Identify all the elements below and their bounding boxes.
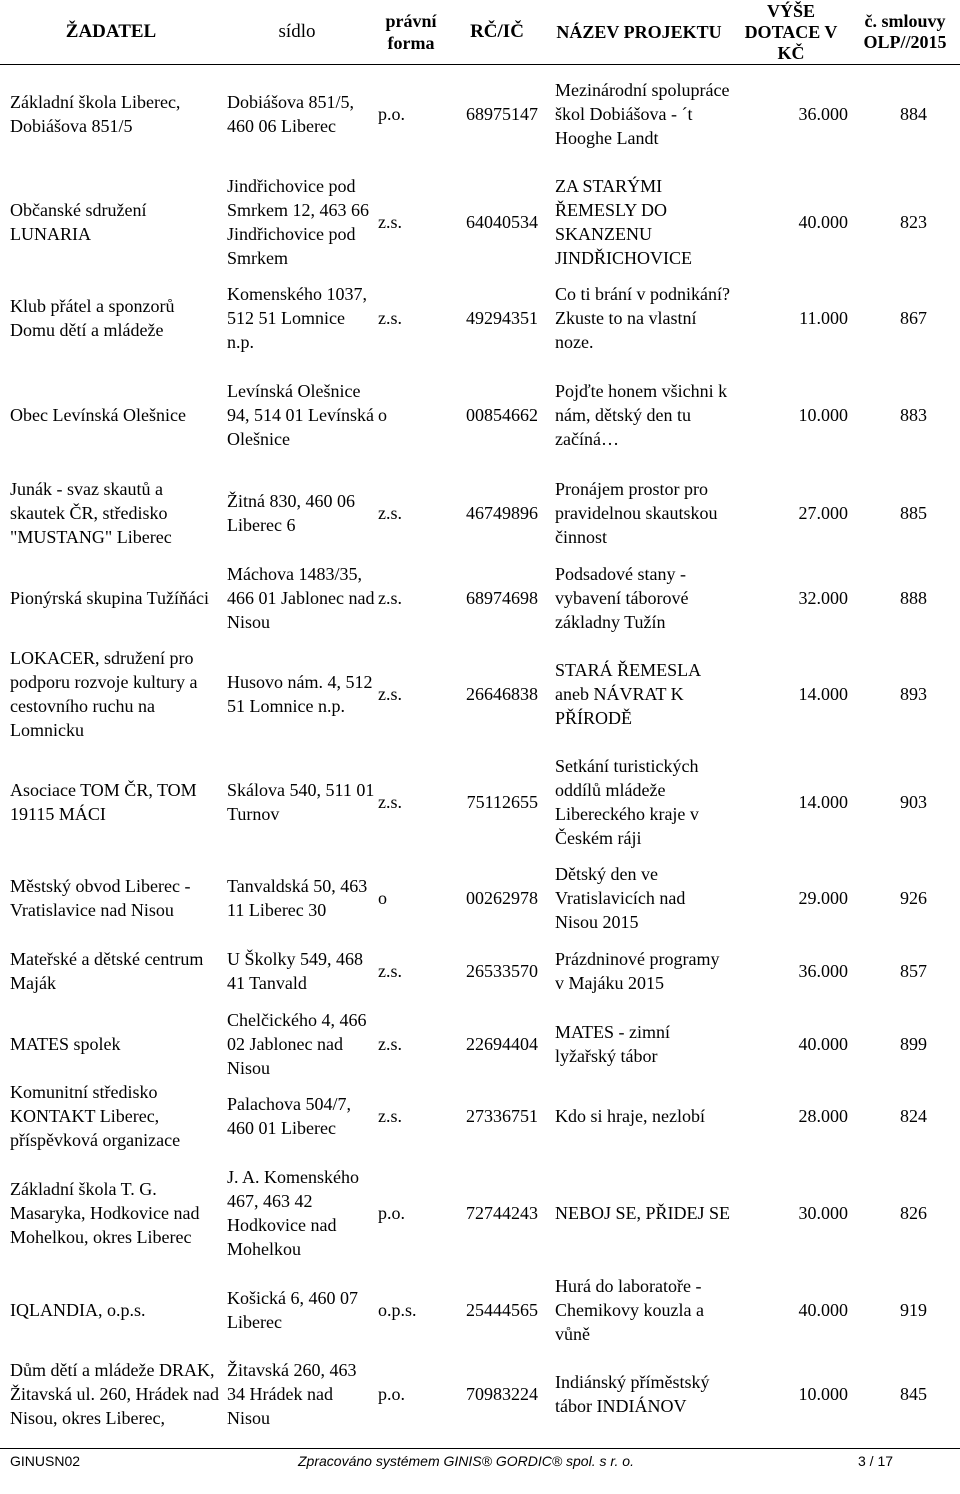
table-row [0,66,960,162]
project-name-cell: Pojďte honem všichni k nám, dětský den tu začíná… [555,381,728,449]
contract-no-cell: 867 [900,308,927,328]
project-name-cell: Pronájem prostor pro pravidelnou skautskou činnost [555,479,718,547]
project-name-cell: Kdo si hraje, nezlobí [555,1106,705,1126]
seat-cell: U Školky 549, 468 41 Tanvald [227,949,364,993]
id-number-cell: 68975147 [466,104,538,124]
project-name-cell: Dětský den ve Vratislavicích nad Nisou 2015 [555,864,686,932]
id-number-cell: 68974698 [466,588,538,608]
grant-amount-cell: 11.000 [799,308,848,328]
legal-form-cell: z.s. [378,1106,402,1126]
table-row [0,354,960,476]
contract-no-cell: 888 [900,588,927,608]
table-row [0,934,960,1008]
contract-no-cell: 903 [900,792,927,812]
legal-form-cell: z.s. [378,588,402,608]
seat-cell: Košická 6, 460 07 Liberec [227,1288,358,1332]
legal-form-cell: z.s. [378,961,402,981]
contract-no-cell: 893 [900,684,927,704]
seat-cell: Máchova 1483/35, 466 01 Jablonec nad Nisou [227,564,375,632]
legal-form-cell: o [378,405,387,425]
contract-no-cell: 845 [900,1384,927,1404]
grant-amount-cell: 29.000 [798,888,848,908]
grant-amount-cell: 14.000 [798,684,848,704]
id-number-cell: 75112655 [466,792,538,812]
seat-cell: J. A. Komenského 467, 463 42 Hodkovice nad Mohelkou [227,1167,359,1259]
id-number-cell: 22694404 [466,1034,538,1054]
id-number-cell: 26533570 [466,961,538,981]
contract-no-cell: 883 [900,405,927,425]
header-seat: sídlo [278,21,316,42]
table-row [0,1080,960,1152]
project-name-cell: ZA STARÝMI ŘEMESLY DO SKANZENU JINDŘICHOVICE [555,176,692,268]
legal-form-cell: z.s. [378,308,402,328]
table-row [0,1346,960,1442]
applicant-cell: Městský obvod Liberec - Vratislavice nad Nisou [10,876,191,920]
contract-no-cell: 899 [900,1034,927,1054]
legal-form-cell: p.o. [378,104,405,124]
grant-amount-cell: 28.000 [798,1106,848,1126]
applicant-cell: Asociace TOM ČR, TOM 19115 MÁCI [10,780,197,824]
header-legal-form: právní forma [385,11,437,53]
seat-cell: Komenského 1037, 512 51 Lomnice n.p. [227,284,367,352]
id-number-cell: 70983224 [466,1384,538,1404]
contract-no-cell: 823 [900,212,927,232]
contract-no-cell: 857 [900,961,927,981]
id-number-cell: 00854662 [466,405,538,425]
header-grant-amount: VÝŠE DOTACE V KČ [744,0,838,63]
applicant-cell: Dům dětí a mládeže DRAK, Žitavská ul. 260, Hrádek nad Nisou, okres Liberec, [10,1360,219,1428]
project-name-cell: Mezinárodní spolupráce škol Dobiášova - ´t Hooghe Landt [555,80,730,148]
id-number-cell: 72744243 [466,1203,538,1223]
contract-no-cell: 885 [900,503,927,523]
applicant-cell: Junák - svaz skautů a skautek ČR, středisko "MUSTANG" Liberec [10,479,172,547]
seat-cell: Žitavská 260, 463 34 Hrádek nad Nisou [227,1360,357,1428]
applicant-cell: MATES spolek [10,1034,121,1054]
table-row [0,162,960,282]
applicant-cell: Mateřské a dětské centrum Maják [10,949,204,993]
legal-form-cell: z.s. [378,503,402,523]
grant-amount-cell: 10.000 [798,405,848,425]
applicant-cell: Základní škola Liberec, Dobiášova 851/5 [10,92,181,136]
table-row [0,1274,960,1346]
footer-divider [0,1448,960,1449]
id-number-cell: 00262978 [466,888,538,908]
grant-amount-cell: 27.000 [798,503,848,523]
table-row [0,646,960,742]
seat-cell: Husovo nám. 4, 512 51 Lomnice n.p. [227,672,373,716]
grant-amount-cell: 40.000 [798,1034,848,1054]
id-number-cell: 26646838 [466,684,538,704]
grant-amount-cell: 30.000 [798,1203,848,1223]
grant-amount-cell: 36.000 [798,104,848,124]
table-row [0,476,960,550]
grant-amount-cell: 14.000 [798,792,848,812]
applicant-cell: Základní škola T. G. Masaryka, Hodkovice nad Mohelkou, okres Liberec [10,1179,200,1247]
id-number-cell: 46749896 [466,503,538,523]
footer-code: GINUSN02 [10,1453,81,1469]
id-number-cell: 49294351 [466,308,538,328]
contract-no-cell: 926 [900,888,927,908]
project-name-cell: Co ti brání v podnikání? Zkuste to na vlastní noze. [555,284,730,352]
project-name-cell: Setkání turistických oddílů mládeže Libereckého kraje v Českém ráji [555,756,699,848]
footer-system-note: Zpracováno systémem GINIS® GORDIC® spol. s r. o. [298,1453,634,1469]
applicant-cell: Obec Levínská Olešnice [10,405,186,425]
header-applicant: ŽADATEL [65,21,157,42]
grant-amount-cell: 32.000 [798,588,848,608]
seat-cell: Žitná 830, 460 06 Liberec 6 [227,491,355,535]
header-id-number: RČ/IČ [470,21,524,42]
header-project-name: NÁZEV PROJEKTU [556,22,722,42]
project-name-cell: MATES - zimní lyžařský tábor [555,1022,670,1066]
table-row [0,742,960,862]
seat-cell: Dobiášova 851/5, 460 06 Liberec [227,92,354,136]
project-name-cell: Prázdninové programy v Majáku 2015 [555,949,720,993]
seat-cell: Tanvaldská 50, 463 11 Liberec 30 [227,876,368,920]
grant-amount-cell: 10.000 [798,1384,848,1404]
contract-no-cell: 919 [900,1300,927,1320]
table-row [0,550,960,646]
header-divider [0,64,960,65]
grant-amount-cell: 40.000 [798,212,848,232]
seat-cell: Chelčického 4, 466 02 Jablonec nad Nisou [227,1010,367,1078]
legal-form-cell: p.o. [378,1203,405,1223]
applicant-cell: Občanské sdružení LUNARIA [10,200,147,244]
contract-no-cell: 824 [900,1106,927,1126]
seat-cell: Levínská Olešnice 94, 514 01 Levínská Olešnice [227,381,374,449]
grant-amount-cell: 36.000 [798,961,848,981]
applicant-cell: IQLANDIA, o.p.s. [10,1300,146,1320]
footer-page-number: 3 / 17 [858,1453,894,1469]
project-name-cell: STARÁ ŘEMESLA aneb NÁVRAT K PŘÍRODĚ [555,660,701,728]
contract-no-cell: 826 [900,1203,927,1223]
applicant-cell: Pionýrská skupina Tužíňáci [10,588,210,608]
project-name-cell: NEBOJ SE, PŘIDEJ SE [555,1203,731,1223]
seat-cell: Palachova 504/7, 460 01 Liberec [227,1094,351,1138]
id-number-cell: 25444565 [466,1300,538,1320]
legal-form-cell: z.s. [378,792,402,812]
table-row [0,1152,960,1274]
id-number-cell: 64040534 [466,212,538,232]
grant-amount-cell: 40.000 [798,1300,848,1320]
header-contract-no: č. smlouvy OLP//2015 [863,11,947,52]
legal-form-cell: z.s. [378,1034,402,1054]
table-row [0,1008,960,1080]
table-row [0,282,960,354]
legal-form-cell: o.p.s. [378,1300,417,1320]
project-name-cell: Indiánský příměstský tábor INDIÁNOV [555,1372,710,1416]
project-name-cell: Podsadové stany - vybavení táborové základny Tužín [555,564,689,632]
legal-form-cell: p.o. [378,1384,405,1404]
table-row [0,862,960,934]
applicant-cell: Klub přátel a sponzorů Domu dětí a mládeže [10,296,175,340]
applicant-cell: Komunitní středisko KONTAKT Liberec, příspěvková organizace [10,1082,181,1150]
seat-cell: Skálova 540, 511 01 Turnov [227,780,375,824]
project-name-cell: Hurá do laboratoře - Chemikovy kouzla a vůně [555,1276,704,1344]
legal-form-cell: z.s. [378,212,402,232]
legal-form-cell: z.s. [378,684,402,704]
id-number-cell: 27336751 [466,1106,538,1126]
seat-cell: Jindřichovice pod Smrkem 12, 463 66 Jindřichovice pod Smrkem [227,176,369,268]
legal-form-cell: o [378,888,387,908]
applicant-cell: LOKACER, sdružení pro podporu rozvoje kultury a cestovního ruchu na Lomnicku [10,648,198,740]
contract-no-cell: 884 [900,104,927,124]
